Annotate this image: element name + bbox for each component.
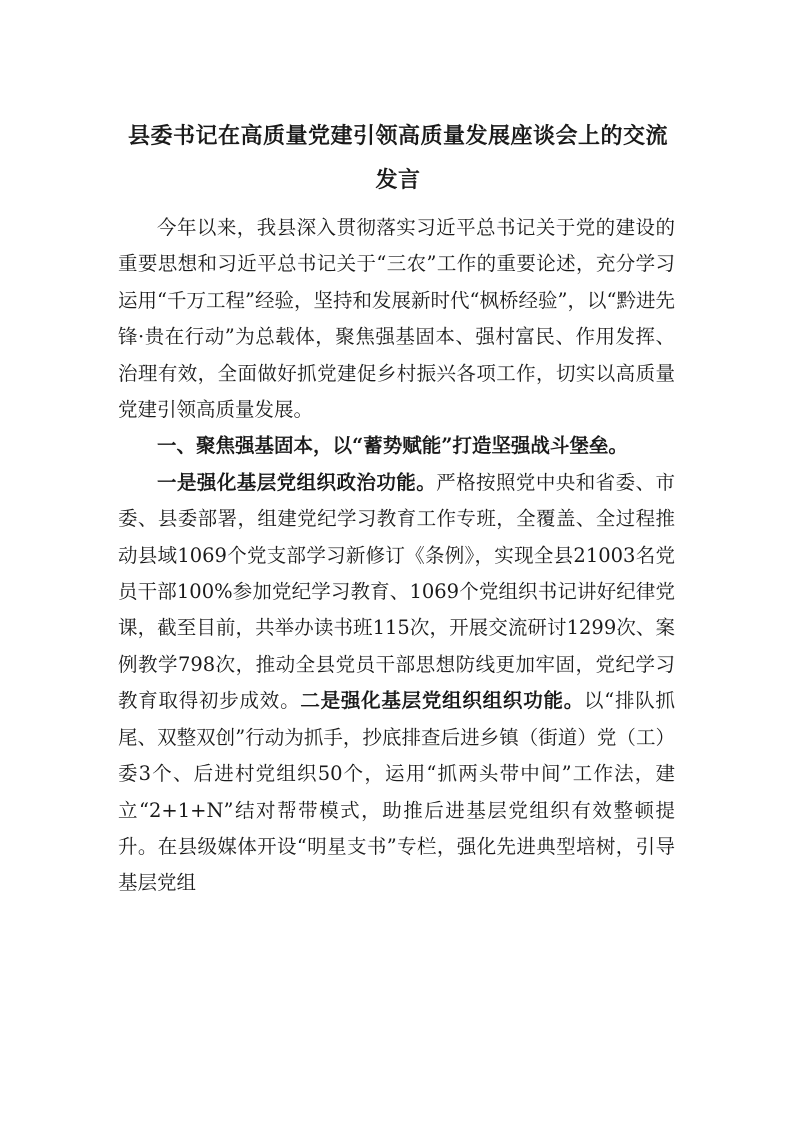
document-body xyxy=(118,210,675,902)
point-two-title: 二是强化基层党组织组织功能。 xyxy=(300,689,584,713)
section-heading: 一、聚焦强基固本，以“蓄势赋能”打造坚强战斗堡垒。 xyxy=(157,434,628,458)
document-title: 县委书记在高质量党建引领高质量发展座谈会上的交流发言 xyxy=(127,123,668,193)
point-one-title: 一是强化基层党组织政治功能。 xyxy=(157,470,437,494)
point-two-text: 以“排队抓尾、双整双创”行动为抓手，抄底排查后进乡镇（街道）党（工）委3个、后进村党组织50个，运用“抓两头带中间”工作法，建立“2+1+N”结对帮带模式，助推后进基层党组织有效整顿提升。在县级媒体开设“明星支书”专栏，强化先进典型培树，引导基层党组 xyxy=(118,689,675,895)
section-paragraph xyxy=(118,465,675,902)
intro-paragraph: 今年以来，我县深入贯彻落实习近平总书记关于党的建设的重要思想和习近平总书记关于“三农”工作的重要论述，充分学习运用“千万工程”经验，坚持和发展新时代“枫桥经验”，以“黔进先锋·贵在行动”为总载体，聚焦强基固本、强村富民、作用发挥、治理有效，全面做好抓党建促乡村振兴各项工作，切实以高质量党建引领高质量发展。 xyxy=(118,216,675,422)
point-one-text: 严格按照党中央和省委、市委、县委部署，组建党纪学习教育工作专班，全覆盖、全过程推动县域1069个党支部学习新修订《条例》，实现全县21003名党员干部100%参加党纪学习教育、1069个党组织书记讲好纪律党课，截至目前，共举办读书班115次，开展交流研讨1299次、案例教学798次，推动全县党员干部思想防线更加牢固，党纪学习教育取得初步成效。 xyxy=(118,470,675,713)
